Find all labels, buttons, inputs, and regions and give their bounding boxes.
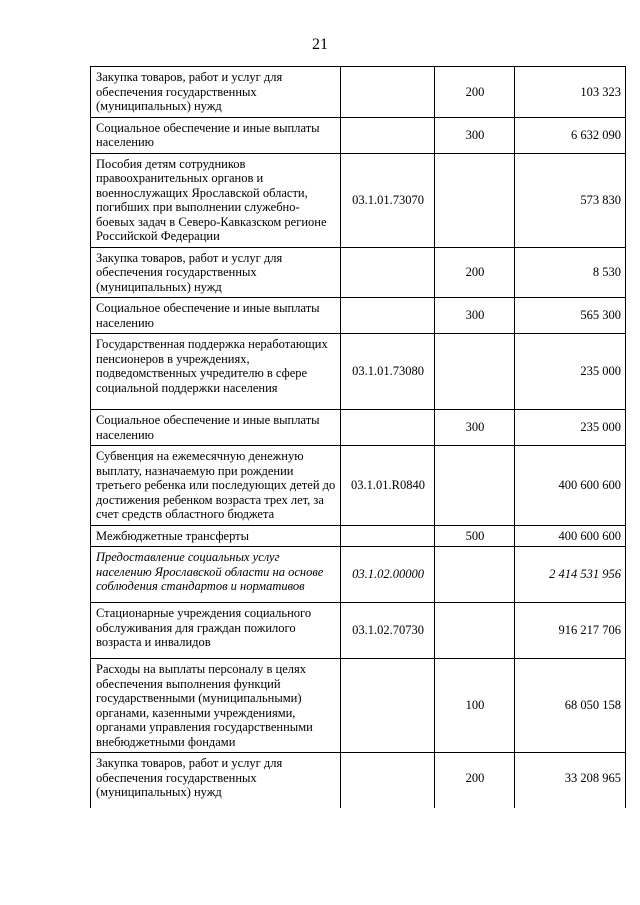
expense-type-cell: 100 (435, 659, 515, 753)
program-code-cell (341, 753, 435, 808)
expense-type-cell: 300 (435, 410, 515, 446)
page-number: 21 (312, 36, 328, 53)
expense-name-cell: Закупка товаров, работ и услуг для обеспечения государственных (муниципальных) нужд (91, 247, 341, 298)
program-code-cell: 03.1.01.73070 (341, 153, 435, 247)
amount-cell: 573 830 (515, 153, 626, 247)
table-row (91, 117, 626, 153)
expense-name-cell: Социальное обеспечение и иные выплаты населению (91, 298, 341, 334)
expense-type-cell (435, 547, 515, 603)
program-code-cell (341, 117, 435, 153)
program-code-cell (341, 525, 435, 547)
program-code-cell: 03.1.02.70730 (341, 603, 435, 659)
table-row (91, 525, 626, 547)
expense-type-cell: 500 (435, 525, 515, 547)
table-row (91, 547, 626, 603)
expense-name-cell: Социальное обеспечение и иные выплаты населению (91, 410, 341, 446)
expense-type-cell: 200 (435, 247, 515, 298)
amount-cell: 565 300 (515, 298, 626, 334)
expense-type-cell: 200 (435, 753, 515, 808)
expense-type-cell: 200 (435, 67, 515, 118)
amount-cell: 400 600 600 (515, 446, 626, 526)
amount-cell: 8 530 (515, 247, 626, 298)
amount-cell: 33 208 965 (515, 753, 626, 808)
amount-cell: 235 000 (515, 334, 626, 410)
expense-name-cell: Предоставление социальных услуг населению Ярославской области на основе соблюдения стандартов и нормативов (91, 547, 341, 603)
table-row (91, 659, 626, 753)
expense-name-cell: Субвенция на ежемесячную денежную выплату, назначаемую при рождении третьего ребенка или последующих детей до достижения ребенком возраста трех лет, за счет средств областного бюджета (91, 446, 341, 526)
table-row (91, 334, 626, 410)
amount-cell: 6 632 090 (515, 117, 626, 153)
program-code-cell: 03.1.01.73080 (341, 334, 435, 410)
table-row (91, 67, 626, 118)
expense-name-cell: Расходы на выплаты персоналу в целях обеспечения выполнения функций государственными (муниципальными) органами, казенными учреждениями, органами управления государственными внебюджетными фондами (91, 659, 341, 753)
program-code-cell (341, 298, 435, 334)
amount-cell: 68 050 158 (515, 659, 626, 753)
expense-type-cell: 300 (435, 298, 515, 334)
program-code-cell (341, 659, 435, 753)
expense-type-cell: 300 (435, 117, 515, 153)
expense-name-cell: Пособия детям сотрудников правоохранительных органов и военнослужащих Ярославской области, погибших при выполнении служебно-боевых задач в Северо-Кавказском регионе Российской Федерации (91, 153, 341, 247)
table-row (91, 153, 626, 247)
expense-type-cell (435, 153, 515, 247)
table-row (91, 410, 626, 446)
program-code-cell (341, 67, 435, 118)
budget-table-body (91, 67, 626, 808)
expense-type-cell (435, 603, 515, 659)
program-code-cell: 03.1.01.R0840 (341, 446, 435, 526)
amount-cell: 2 414 531 956 (515, 547, 626, 603)
expense-type-cell (435, 446, 515, 526)
amount-cell: 400 600 600 (515, 525, 626, 547)
budget-table (90, 66, 626, 808)
expense-type-cell (435, 334, 515, 410)
expense-name-cell: Стационарные учреждения социального обслуживания для граждан пожилого возраста и инвалидов (91, 603, 341, 659)
table-row (91, 247, 626, 298)
program-code-cell (341, 410, 435, 446)
expense-name-cell: Закупка товаров, работ и услуг для обеспечения государственных (муниципальных) нужд (91, 753, 341, 808)
expense-name-cell: Государственная поддержка неработающих пенсионеров в учреждениях, подведомственных учредителю в сфере социальной поддержки населения (91, 334, 341, 410)
table-row (91, 298, 626, 334)
table-row (91, 446, 626, 526)
amount-cell: 235 000 (515, 410, 626, 446)
amount-cell: 916 217 706 (515, 603, 626, 659)
expense-name-cell: Закупка товаров, работ и услуг для обеспечения государственных (муниципальных) нужд (91, 67, 341, 118)
table-row (91, 753, 626, 808)
table-row (91, 603, 626, 659)
program-code-cell (341, 247, 435, 298)
program-code-cell: 03.1.02.00000 (341, 547, 435, 603)
expense-name-cell: Межбюджетные трансферты (91, 525, 341, 547)
amount-cell: 103 323 (515, 67, 626, 118)
expense-name-cell: Социальное обеспечение и иные выплаты населению (91, 117, 341, 153)
